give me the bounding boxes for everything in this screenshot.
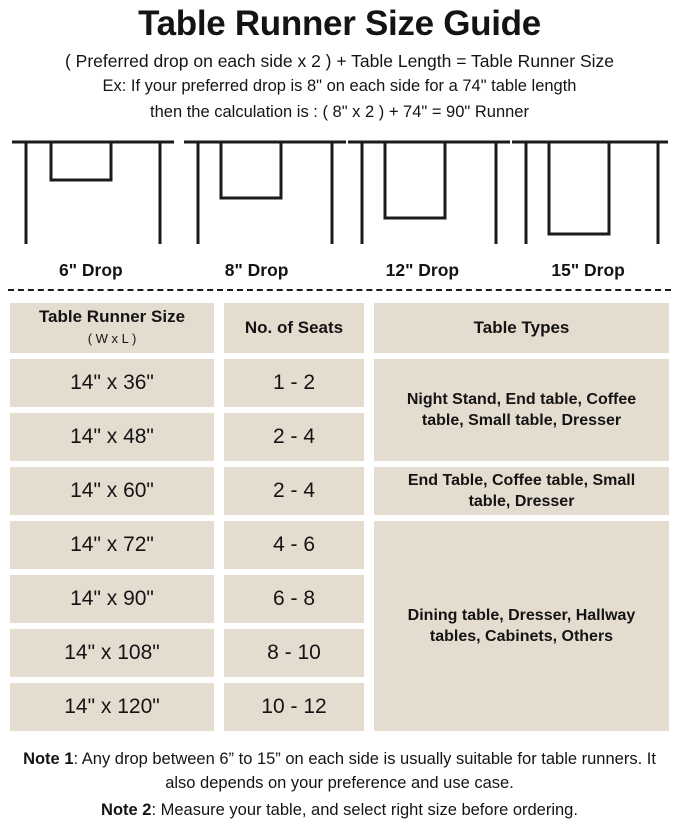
table-row: 14" x 72" <box>10 521 214 569</box>
drop-label-8: 8" Drop <box>224 260 289 280</box>
drop-diagram-svg <box>8 134 671 256</box>
drop-label-15: 15" Drop <box>551 260 625 280</box>
example-line-2: then the calculation is : ( 8" x 2 ) + 74" = 90" Runner <box>150 103 529 121</box>
header-table-types <box>374 303 669 353</box>
header-seats-label: No. of Seats <box>244 318 344 337</box>
column-table-types <box>374 303 669 737</box>
note-1-label: Note 1 <box>23 750 74 768</box>
drop-diagram <box>8 134 671 259</box>
table-row: 14" x 48" <box>10 413 214 461</box>
table-row: 2 - 4 <box>224 467 364 515</box>
note-2-text: : Measure your table, and select right size before ordering. <box>151 801 578 819</box>
column-runner-size <box>10 303 214 737</box>
table-row: 10 - 12 <box>224 683 364 731</box>
drop-label-6: 6" Drop <box>59 260 123 280</box>
column-seats <box>224 303 364 737</box>
drop-label-row <box>8 259 671 281</box>
size-guide-page <box>0 4 679 830</box>
drop-label-12: 12" Drop <box>385 260 460 280</box>
table-row: Dining table, Dresser, Hallway tables, Cabinets, Others <box>374 521 669 731</box>
header-runner-size <box>10 303 214 353</box>
header-seats <box>224 303 364 353</box>
table-row: 14" x 60" <box>10 467 214 515</box>
table-row: 14" x 36" <box>10 359 214 407</box>
formula-text: ( Preferred drop on each side x 2 ) + Table Length = Table Runner Size <box>64 51 614 71</box>
header-runner-size-label: Table Runner Size <box>38 307 186 326</box>
dashed-divider <box>8 289 671 291</box>
table-row: 8 - 10 <box>224 629 364 677</box>
note-2-label: Note 2 <box>101 801 152 819</box>
header-runner-size-sublabel: ( W x L ) <box>87 331 137 346</box>
table-row: 14" x 90" <box>10 575 214 623</box>
table-row: End Table, Coffee table, Small table, Dresser <box>374 467 669 515</box>
size-table <box>10 303 669 737</box>
table-row: 14" x 108" <box>10 629 214 677</box>
table-row: 1 - 2 <box>224 359 364 407</box>
table-row: 2 - 4 <box>224 413 364 461</box>
notes-section <box>8 747 671 822</box>
note-2 <box>8 798 671 822</box>
header-table-types-label: Table Types <box>473 318 570 337</box>
example-line-1: Ex: If your preferred drop is 8" on each side for a 74" table length <box>102 77 577 95</box>
table-row: 6 - 8 <box>224 575 364 623</box>
table-row: Night Stand, End table, Coffee table, Small table, Dresser <box>374 359 669 461</box>
page-title: Table Runner Size Guide <box>138 4 541 43</box>
table-row: 14" x 120" <box>10 683 214 731</box>
note-1 <box>8 747 671 795</box>
table-row: 4 - 6 <box>224 521 364 569</box>
note-1-text: : Any drop between 6” to 15” on each side is usually suitable for table runners. It also depends on your preference and use case. <box>73 750 656 792</box>
